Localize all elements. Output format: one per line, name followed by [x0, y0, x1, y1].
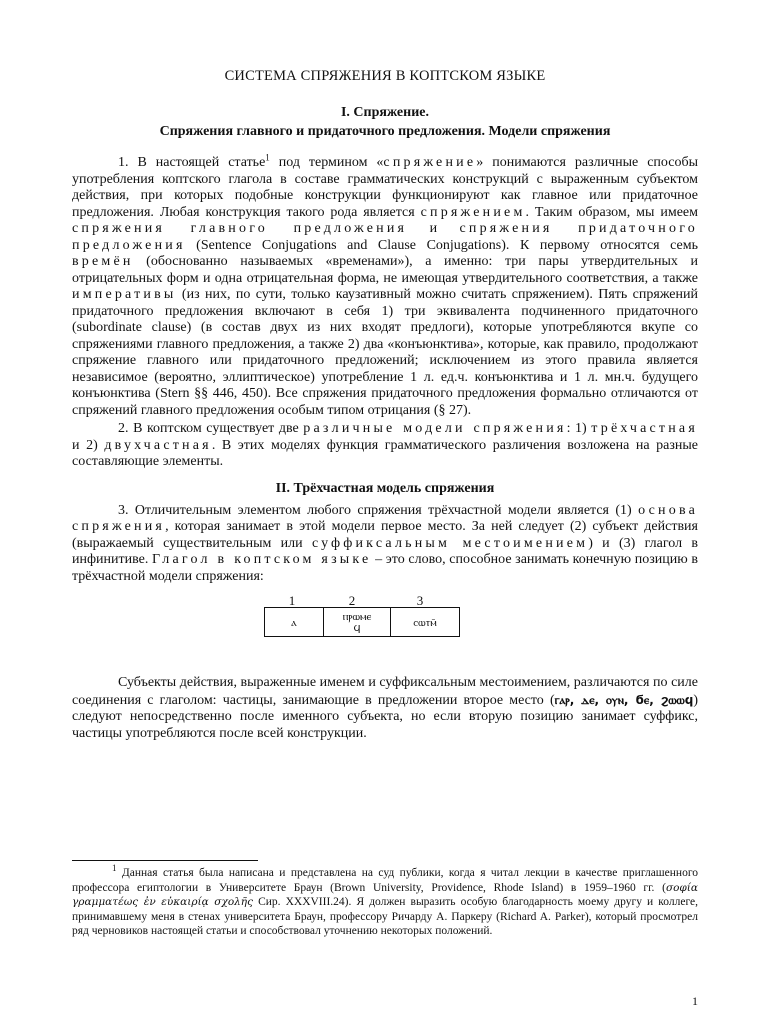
footnote-separator [72, 860, 258, 861]
text: (Sentence Conjugations and Clause Conjugations). К первому относятся семь [185, 237, 698, 253]
section1-subheading: Спряжения главного и придаточного предложения. Модели спряжения [159, 124, 611, 139]
text: (из них, по сути, только каузативный можно считать спряжением). Пять спряжений придаточного предложения включают в себя 1) три эквивалента подчиненного придаточного (subordinate clause) (в состав двух из них входят предлоги), которые употребляются вкупе со спряжениями главного предложения, а также 2) два «конъюнктива», которые, как правило, продолжают спряжение главного или придаточного предложений; исключением из этого правила является независимое (вероятно, эллиптическое) употребление 1 л. ед.ч. конъюнктива и 1 л. мн.ч. будущего конъюнктива (Stern §§ 446, 450). Все спряжения придаточного предложения формально отличаются от спряжений главного предложения особым типом отрицания (§ 27). [72, 287, 698, 418]
page-number: 1 [692, 994, 698, 1008]
text: 2. В коптском существует две [118, 421, 304, 436]
text: , которая занимает в этой модели первое место. За ней следует (2) субъект действия (выражаемый существительным или [72, 519, 698, 551]
spaced-term: двухчастная [104, 437, 212, 453]
spaced-term: трёхчастная [591, 421, 698, 436]
spaced-term: суффиксальным местоимением [311, 535, 589, 551]
table-cell-subject: ⲡⲣⲱⲙⲉ ϥ [324, 608, 391, 637]
text: 1. В настоящей статье [118, 155, 266, 170]
text: и 2) [72, 437, 105, 453]
spaced-term: основа спряжения [72, 502, 698, 534]
text: 3. Отличительным элементом любого спряжения трёхчастной модели является (1) [118, 502, 639, 518]
table-cell-infinitive: ⲥⲱⲧⲙ̄ [391, 608, 460, 637]
spaced-term: Глагол в коптском языке [152, 552, 372, 567]
column-number-1: 1 [288, 593, 296, 608]
text: . Таким образом, мы имеем [525, 204, 698, 220]
spaced-term: времён [72, 254, 134, 269]
text: : 1) [566, 421, 592, 436]
footnote-1 [72, 863, 698, 939]
text: Данная статья была написана и представлена на суд публики, когда я читал лекции в качестве приглашенного профессора египтологии в Университете Браун (Brown University, Providence, Rhode Island) в 1959–1960 гг. ( [72, 867, 698, 894]
text: ) следуют непосредственно после именного субъекта, но если вторую позицию занимает суффикс, частицы употребляются после всей конструкции. [72, 692, 698, 741]
text: Субъекты действия, выраженные именем и суффиксальным местоимением, различаются по силе соединения с глаголом: частицы, занимающие в предложении второе место ( [72, 675, 698, 708]
document-page [72, 62, 698, 742]
section2-heading: II. Трёхчастная модель спряжения [275, 480, 495, 496]
table-column-numbers [264, 593, 458, 607]
table-row [265, 608, 460, 637]
spaced-term: императивы [72, 287, 177, 302]
paragraph-3 [72, 503, 698, 586]
text: . В этих моделях функция грамматического различения возложена на разные составляющие элементы. [72, 437, 699, 469]
spaced-term: спряжение [383, 155, 477, 170]
column-number-3: 3 [416, 593, 424, 608]
greek-quote: σοφία γραμματέως ἐν εὐκαιρίᾳ σχολῆς [72, 881, 698, 908]
text: – это слово, способное занимать конечную позицию в трёхчастной модели спряжения: [72, 552, 699, 584]
text: под термином « [269, 155, 384, 170]
column-number-2: 2 [348, 593, 356, 608]
spaced-term: различные модели спряжения [303, 421, 567, 436]
text: Сир. XXXVIII.24). Я должен выразить особую благодарность моему другу и коллеге, принимавшему меня в стенах университета Браун, профессору Ричарду А. Паркеру (Richard A. Parker), который просмотрел ряд черновиков настоящей статьи и способствовал уточнению некоторых положений. [72, 896, 698, 937]
conjugation-table [264, 607, 460, 637]
section1-heading: I. Спряжение. [340, 105, 429, 120]
table-cell-base: ⲁ [265, 608, 324, 637]
text: и [407, 221, 460, 236]
text: (обоснованно называемых «временами»), а именно: три пары утвердительных и отрицательных форм и одна отрицательная форма, не имеющая утвердительного соответствия, а также [72, 254, 698, 286]
document-title: СИСТЕМА СПРЯЖЕНИЯ В КОПТСКОМ ЯЗЫКЕ [224, 68, 546, 84]
footnote-ref[interactable]: 1 [265, 152, 270, 163]
text: ) и (3) глагол в инфинитиве. [72, 535, 698, 567]
spaced-term: спряжения главного предложения [72, 221, 408, 236]
text: » понимаются различные способы употребления коптского глагола в составе грамматических конструкций с выраженным субъектом действия, при которых подобные конструкции функционируют как главное или придаточное предложения. Любая конструкция такого рода является [72, 155, 698, 220]
conjugation-table-block [72, 593, 698, 651]
spaced-term: спряжением [420, 204, 526, 220]
paragraph-1 [72, 152, 698, 419]
paragraph-4 [72, 675, 698, 742]
coptic-particles: ⲅⲁⲣ, ⲇⲉ, ⲟⲩⲛ, ϭⲉ, ϩⲱⲱϥ [554, 692, 694, 707]
spaced-term: спряжения придаточного предложения [72, 221, 698, 253]
paragraph-2 [72, 421, 698, 471]
footnote-number: 1 [112, 863, 117, 874]
